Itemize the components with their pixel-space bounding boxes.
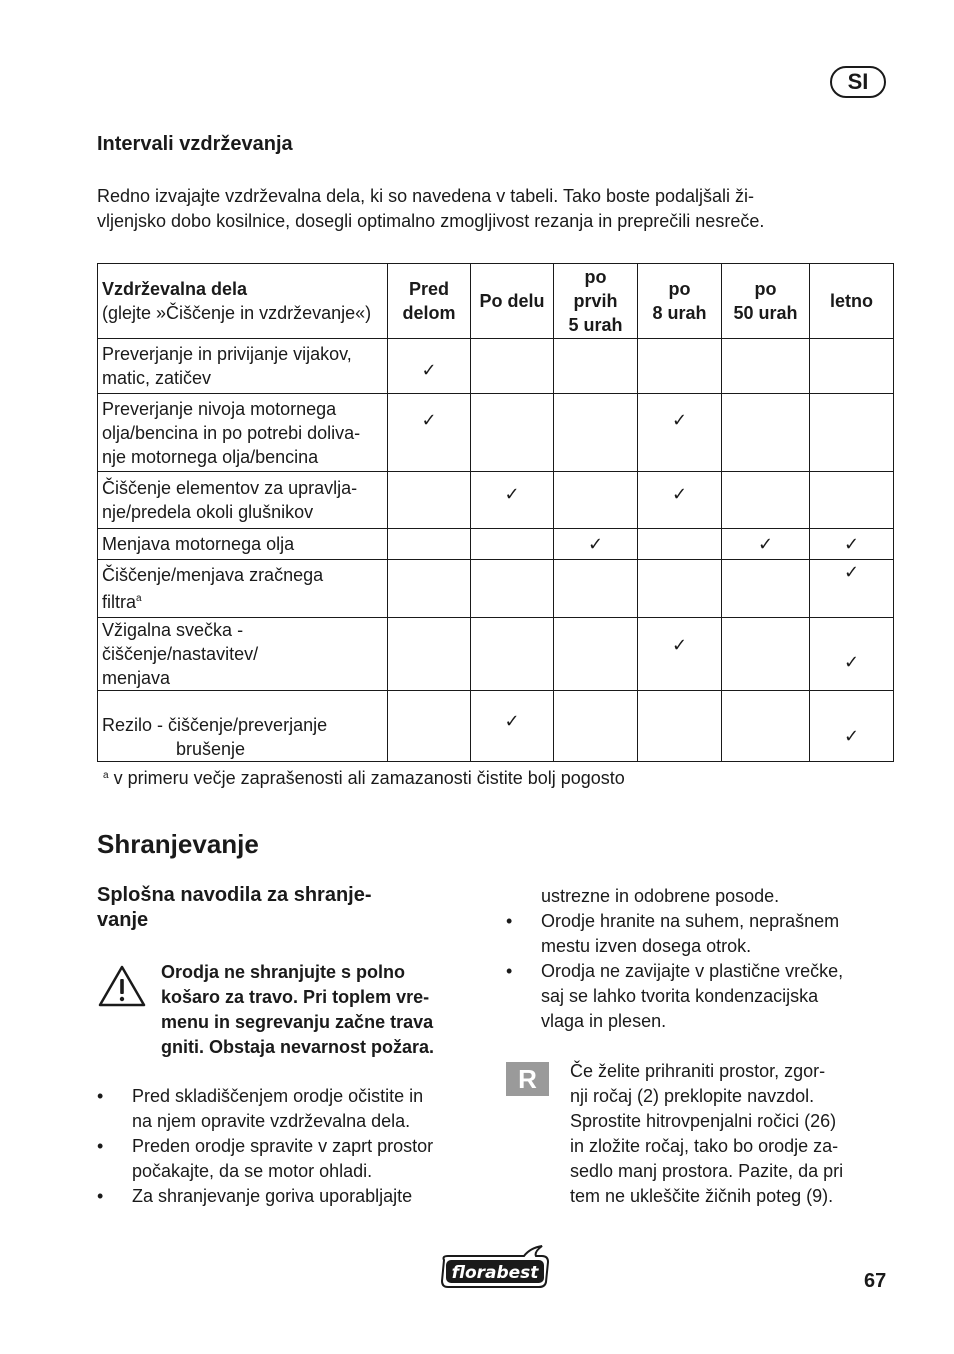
task-cell: Vžigalna svečka - čiščenje/nastavitev/ menjava	[98, 618, 388, 691]
header-after-work: Po delu	[471, 264, 554, 339]
header-before-work: Pred delom	[388, 264, 471, 339]
table-footnote: $^a$ v primeru večje zaprašenosti ali zamazanosti čistite bolj pogosto	[103, 768, 625, 788]
task-cell: Menjava motornega olja	[98, 529, 388, 560]
check-mark: ✓	[638, 472, 722, 529]
section-title: Intervali vzdrževanja	[97, 133, 293, 155]
list-item: • Za shranjevanje goriva uporabljajte	[97, 1184, 497, 1209]
task-cell: Čiščenje/menjava zračnega filtra$^a$	[98, 560, 388, 618]
language-badge: SI	[830, 66, 886, 98]
list-item: • Pred skladiščenjem orodje očistite in na njem opravite vzdrževalna dela.	[97, 1084, 497, 1134]
check-mark: ✓	[471, 691, 554, 762]
table-row	[98, 618, 894, 691]
warning-icon	[97, 964, 147, 1008]
page-number: 67	[864, 1270, 887, 1292]
task-cell: Preverjanje nivoja motornega olja/bencina in po potrebi doliva- nje motornega olja/bencina	[98, 394, 388, 472]
florabest-logo	[438, 1244, 552, 1290]
table-row	[98, 339, 894, 394]
list-item: • Orodje hranite na suhem, neprašnem mestu izven dosega otrok.	[506, 909, 906, 959]
storage-list-left	[97, 1084, 497, 1209]
task-cell: Rezilo - čiščenje/preverjanje brušenje	[98, 691, 388, 762]
storage-title: Shranjevanje	[97, 829, 259, 859]
header-8h: po 8 urah	[638, 264, 722, 339]
header-task-note: (glejte »Čiščenje in vzdrževanje«)	[102, 303, 372, 323]
maintenance-table	[97, 263, 894, 762]
check-mark: ✓	[810, 691, 894, 762]
task-cell: Čiščenje elementov za upravlja- nje/predela okoli glušnikov	[98, 472, 388, 529]
check-mark: ✓	[810, 618, 894, 691]
check-mark: ✓	[638, 394, 722, 472]
intro-line: Redno izvajajte vzdrževalna dela, ki so navedena v tabeli. Tako boste podaljšali ži-	[97, 186, 755, 206]
table-row	[98, 691, 894, 762]
table-header-row	[98, 264, 894, 339]
list-item: • Preden orodje spravite v zaprt prostor počakajte, da se motor ohladi.	[97, 1134, 497, 1184]
note-text: Če želite prihraniti prostor, zgor- nji ročaj (2) preklopite navzdol. Sprostite hitrovpenjalni ročici (26) in zložite ročaj, tako bo orodje za- sedlo manj prostora. Pazite, da pri tem ne ukleščite žičnih poteg (9).	[570, 1061, 844, 1206]
table-row	[98, 560, 894, 618]
svg-text:florabest: florabest	[451, 1263, 539, 1283]
intro-paragraph	[97, 184, 897, 234]
list-continuation: ustrezne in odobrene posode.	[541, 886, 780, 906]
check-mark: ✓	[810, 560, 894, 618]
check-mark: ✓	[471, 472, 554, 529]
table-row	[98, 394, 894, 472]
check-mark: ✓	[810, 529, 894, 560]
table-row	[98, 529, 894, 560]
storage-list-right	[506, 909, 906, 1034]
header-task-label: Vzdrževalna dela	[102, 279, 248, 299]
header-task	[98, 264, 388, 339]
warning-text: Orodja ne shranjujte s polno košaro za travo. Pri toplem vre- menu in segrevanju začne trava gniti. Obstaja nevarnost požara.	[161, 962, 435, 1057]
check-mark: ✓	[554, 529, 638, 560]
list-item: • Orodja ne zavijajte v plastične vrečke, saj se lahko tvorita kondenzacijska vlaga in plesen.	[506, 959, 906, 1034]
check-mark: ✓	[388, 339, 471, 394]
table-row	[98, 472, 894, 529]
check-mark: ✓	[638, 618, 722, 691]
intro-line: vljenjsko dobo kosilnice, dosegli optimalno zmogljivost rezanja in preprečili nesreče.	[97, 211, 765, 231]
note-icon: R	[506, 1062, 549, 1096]
storage-subtitle: Splošna navodila za shranje- vanje	[97, 884, 372, 931]
header-yearly: letno	[810, 264, 894, 339]
check-mark: ✓	[722, 529, 810, 560]
header-50h: po 50 urah	[722, 264, 810, 339]
header-first-5h: po prvih 5 urah	[554, 264, 638, 339]
task-cell: Preverjanje in privijanje vijakov, matic, zatičev	[98, 339, 388, 394]
check-mark: ✓	[388, 394, 471, 472]
